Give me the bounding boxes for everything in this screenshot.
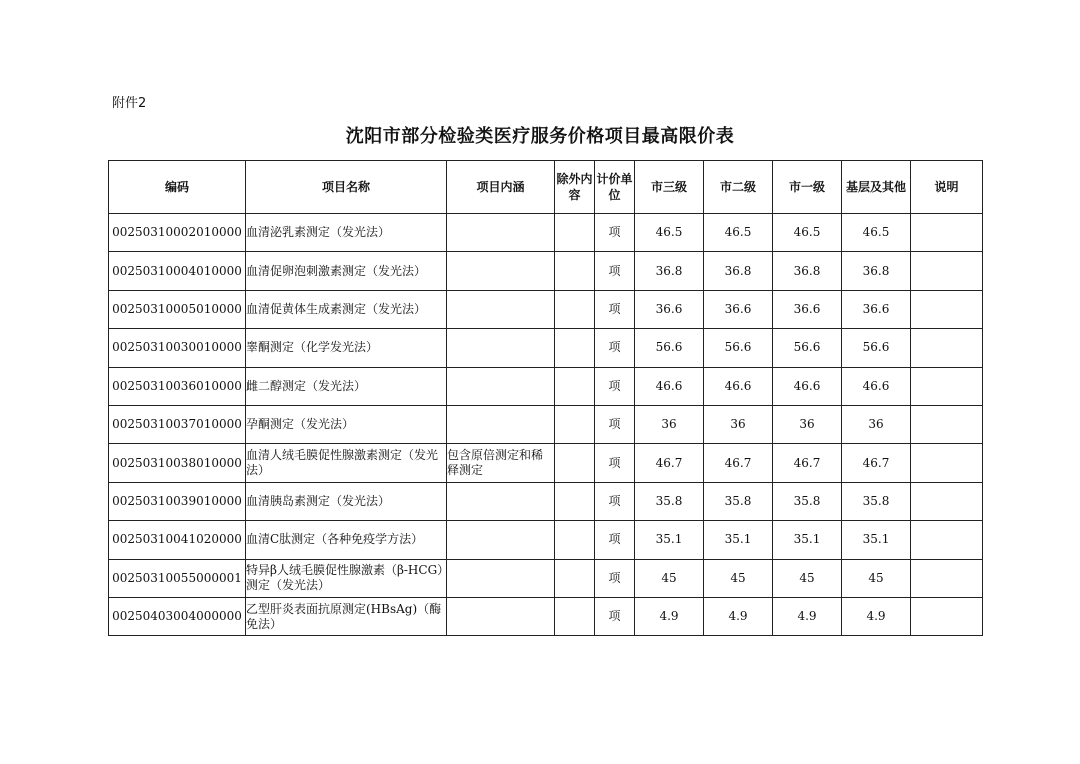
cell-exclusion bbox=[555, 405, 595, 443]
cell-note bbox=[911, 290, 983, 328]
cell-content bbox=[447, 559, 555, 597]
cell-basic-price: 46.7 bbox=[842, 444, 911, 482]
price-table bbox=[108, 160, 983, 636]
table-body bbox=[109, 214, 983, 636]
cell-exclusion bbox=[555, 329, 595, 367]
cell-note bbox=[911, 597, 983, 635]
cell-basic-price: 46.5 bbox=[842, 214, 911, 252]
table-row bbox=[109, 367, 983, 405]
cell-name: 血清泌乳素测定（发光法） bbox=[246, 214, 447, 252]
cell-city3-price: 36.8 bbox=[635, 252, 704, 290]
cell-city3-price: 4.9 bbox=[635, 597, 704, 635]
cell-name: 雌二醇测定（发光法） bbox=[246, 367, 447, 405]
cell-note bbox=[911, 444, 983, 482]
cell-unit: 项 bbox=[595, 405, 635, 443]
cell-exclusion bbox=[555, 482, 595, 520]
table-row bbox=[109, 252, 983, 290]
cell-unit: 项 bbox=[595, 214, 635, 252]
table-row bbox=[109, 444, 983, 482]
cell-code: 00250403004000000 bbox=[109, 597, 246, 635]
cell-content bbox=[447, 597, 555, 635]
cell-note bbox=[911, 367, 983, 405]
cell-city3-price: 36.6 bbox=[635, 290, 704, 328]
cell-city2-price: 56.6 bbox=[704, 329, 773, 367]
cell-unit: 项 bbox=[595, 290, 635, 328]
cell-city1-price: 46.6 bbox=[773, 367, 842, 405]
cell-city1-price: 36 bbox=[773, 405, 842, 443]
table-row bbox=[109, 405, 983, 443]
table-row bbox=[109, 329, 983, 367]
attachment-label: 附件2 bbox=[112, 96, 147, 111]
cell-note bbox=[911, 405, 983, 443]
cell-note bbox=[911, 329, 983, 367]
cell-code: 00250310002010000 bbox=[109, 214, 246, 252]
cell-code: 00250310005010000 bbox=[109, 290, 246, 328]
cell-name: 血清C肽测定（各种免疫学方法） bbox=[246, 521, 447, 559]
header-city1: 市一级 bbox=[773, 161, 842, 214]
cell-content bbox=[447, 214, 555, 252]
cell-unit: 项 bbox=[595, 252, 635, 290]
cell-note bbox=[911, 482, 983, 520]
cell-city3-price: 56.6 bbox=[635, 329, 704, 367]
cell-content bbox=[447, 290, 555, 328]
cell-note bbox=[911, 521, 983, 559]
cell-exclusion bbox=[555, 290, 595, 328]
cell-city2-price: 35.8 bbox=[704, 482, 773, 520]
table-row bbox=[109, 214, 983, 252]
cell-content bbox=[447, 521, 555, 559]
cell-content bbox=[447, 367, 555, 405]
cell-name: 血清促卵泡刺激素测定（发光法） bbox=[246, 252, 447, 290]
cell-basic-price: 35.1 bbox=[842, 521, 911, 559]
cell-city2-price: 4.9 bbox=[704, 597, 773, 635]
header-unit: 计价单位 bbox=[595, 161, 635, 214]
cell-city1-price: 35.1 bbox=[773, 521, 842, 559]
cell-code: 00250310038010000 bbox=[109, 444, 246, 482]
cell-note bbox=[911, 252, 983, 290]
cell-exclusion bbox=[555, 252, 595, 290]
cell-city1-price: 45 bbox=[773, 559, 842, 597]
cell-exclusion bbox=[555, 521, 595, 559]
cell-content: 包含原倍测定和稀释测定 bbox=[447, 444, 555, 482]
cell-city2-price: 36 bbox=[704, 405, 773, 443]
cell-name: 睾酮测定（化学发光法） bbox=[246, 329, 447, 367]
cell-city1-price: 46.7 bbox=[773, 444, 842, 482]
cell-exclusion bbox=[555, 214, 595, 252]
cell-code: 00250310039010000 bbox=[109, 482, 246, 520]
header-code: 编码 bbox=[109, 161, 246, 214]
cell-unit: 项 bbox=[595, 521, 635, 559]
header-note: 说明 bbox=[911, 161, 983, 214]
cell-city1-price: 35.8 bbox=[773, 482, 842, 520]
cell-exclusion bbox=[555, 559, 595, 597]
table-header-row bbox=[109, 161, 983, 214]
cell-exclusion bbox=[555, 367, 595, 405]
cell-name: 血清胰岛素测定（发光法） bbox=[246, 482, 447, 520]
cell-basic-price: 35.8 bbox=[842, 482, 911, 520]
cell-content bbox=[447, 329, 555, 367]
table-row bbox=[109, 521, 983, 559]
header-name: 项目名称 bbox=[246, 161, 447, 214]
cell-city1-price: 4.9 bbox=[773, 597, 842, 635]
cell-city2-price: 36.6 bbox=[704, 290, 773, 328]
cell-content bbox=[447, 482, 555, 520]
cell-basic-price: 56.6 bbox=[842, 329, 911, 367]
cell-basic-price: 36.6 bbox=[842, 290, 911, 328]
cell-city3-price: 45 bbox=[635, 559, 704, 597]
header-city2: 市二级 bbox=[704, 161, 773, 214]
cell-city3-price: 35.1 bbox=[635, 521, 704, 559]
cell-unit: 项 bbox=[595, 329, 635, 367]
cell-code: 00250310004010000 bbox=[109, 252, 246, 290]
cell-city2-price: 35.1 bbox=[704, 521, 773, 559]
cell-unit: 项 bbox=[595, 444, 635, 482]
cell-city1-price: 36.6 bbox=[773, 290, 842, 328]
table-row bbox=[109, 597, 983, 635]
cell-city3-price: 46.6 bbox=[635, 367, 704, 405]
cell-basic-price: 46.6 bbox=[842, 367, 911, 405]
cell-city2-price: 45 bbox=[704, 559, 773, 597]
cell-unit: 项 bbox=[595, 367, 635, 405]
cell-basic-price: 36.8 bbox=[842, 252, 911, 290]
cell-code: 00250310055000001 bbox=[109, 559, 246, 597]
table-row bbox=[109, 482, 983, 520]
cell-note bbox=[911, 214, 983, 252]
document-title: 沈阳市部分检验类医疗服务价格项目最高限价表 bbox=[345, 126, 735, 147]
cell-code: 00250310041020000 bbox=[109, 521, 246, 559]
cell-unit: 项 bbox=[595, 559, 635, 597]
cell-name: 乙型肝炎表面抗原测定(HBsAg)（酶免法） bbox=[246, 597, 447, 635]
table-row bbox=[109, 290, 983, 328]
cell-city1-price: 36.8 bbox=[773, 252, 842, 290]
cell-name: 血清人绒毛膜促性腺激素测定（发光法） bbox=[246, 444, 447, 482]
header-city3: 市三级 bbox=[635, 161, 704, 214]
cell-city3-price: 46.5 bbox=[635, 214, 704, 252]
cell-name: 孕酮测定（发光法） bbox=[246, 405, 447, 443]
cell-city2-price: 46.7 bbox=[704, 444, 773, 482]
cell-code: 00250310030010000 bbox=[109, 329, 246, 367]
cell-content bbox=[447, 405, 555, 443]
cell-unit: 项 bbox=[595, 482, 635, 520]
cell-name: 血清促黄体生成素测定（发光法） bbox=[246, 290, 447, 328]
cell-city1-price: 56.6 bbox=[773, 329, 842, 367]
header-exclusion: 除外内容 bbox=[555, 161, 595, 214]
cell-city3-price: 36 bbox=[635, 405, 704, 443]
cell-city1-price: 46.5 bbox=[773, 214, 842, 252]
header-content: 项目内涵 bbox=[447, 161, 555, 214]
cell-basic-price: 45 bbox=[842, 559, 911, 597]
cell-exclusion bbox=[555, 597, 595, 635]
cell-city3-price: 35.8 bbox=[635, 482, 704, 520]
cell-name: 特异β人绒毛膜促性腺激素（β-HCG）测定（发光法） bbox=[246, 559, 447, 597]
cell-code: 00250310037010000 bbox=[109, 405, 246, 443]
cell-exclusion bbox=[555, 444, 595, 482]
header-basic: 基层及其他 bbox=[842, 161, 911, 214]
cell-city2-price: 46.5 bbox=[704, 214, 773, 252]
cell-city2-price: 36.8 bbox=[704, 252, 773, 290]
cell-unit: 项 bbox=[595, 597, 635, 635]
table-row bbox=[109, 559, 983, 597]
cell-content bbox=[447, 252, 555, 290]
cell-basic-price: 36 bbox=[842, 405, 911, 443]
cell-city3-price: 46.7 bbox=[635, 444, 704, 482]
cell-basic-price: 4.9 bbox=[842, 597, 911, 635]
cell-code: 00250310036010000 bbox=[109, 367, 246, 405]
cell-note bbox=[911, 559, 983, 597]
cell-city2-price: 46.6 bbox=[704, 367, 773, 405]
